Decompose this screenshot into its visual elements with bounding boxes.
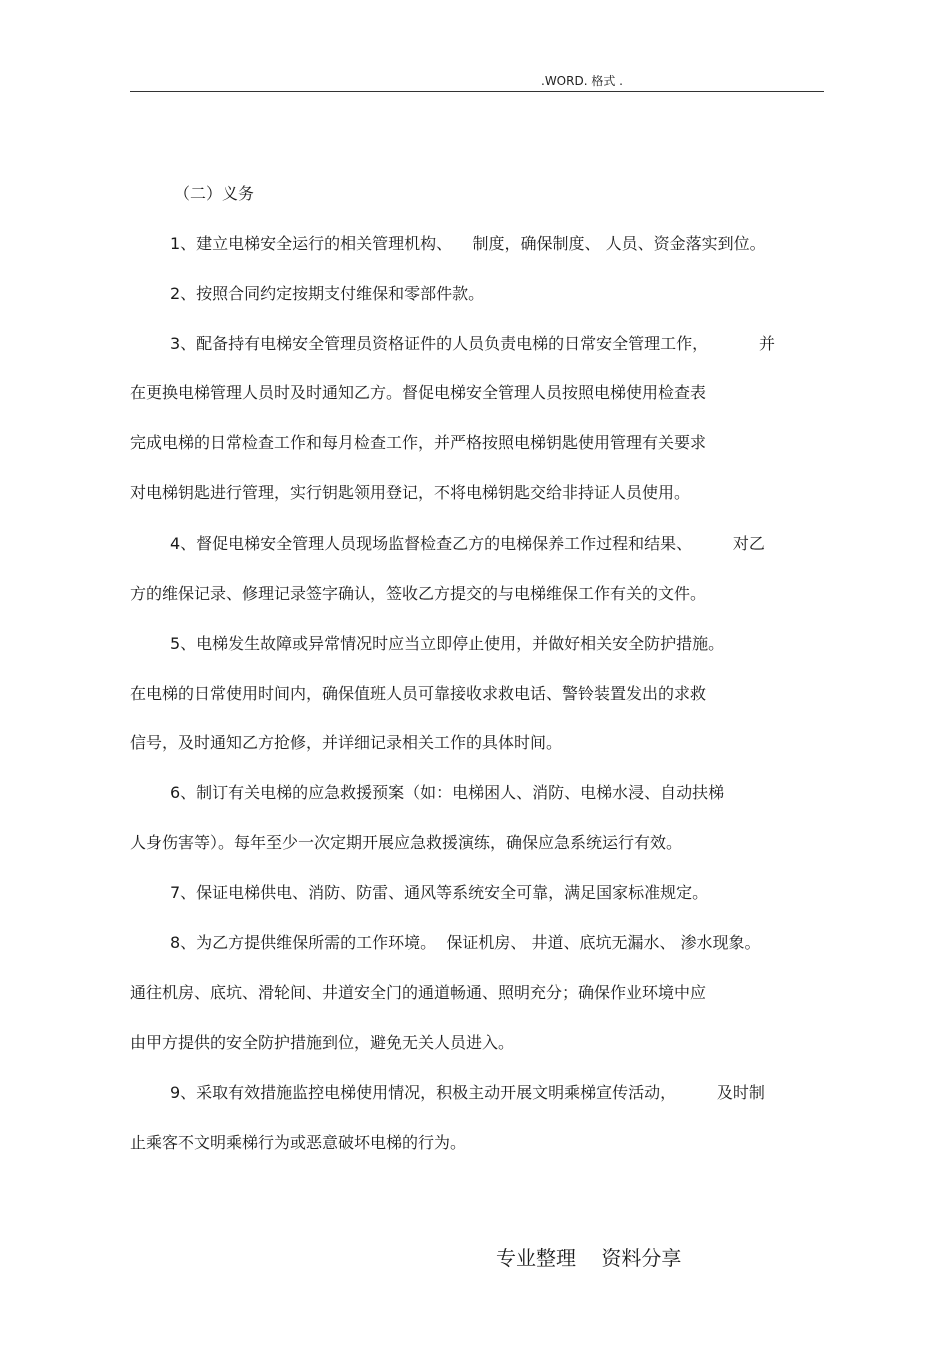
paragraph-line: 信号，及时通知乙方抢修，并详细记录相关工作的具体时间。: [130, 733, 563, 752]
paragraph-line: 9、采取有效措施监控电梯使用情况，积极主动开展文明乘梯宣传活动， 及时制: [170, 1083, 765, 1102]
paragraph-line: 3、配备持有电梯安全管理员资格证件的人员负责电梯的日常安全管理工作， 并: [170, 334, 776, 353]
paragraph-line: 8、为乙方提供维保所需的工作环境。 保证机房、 井道、底坑无漏水、 渗水现象。: [170, 933, 761, 952]
paragraph-line: 在电梯的日常使用时间内，确保值班人员可靠接收求救电话、警铃装置发出的求救: [130, 684, 707, 703]
paragraph-line: 完成电梯的日常检查工作和每月检查工作，并严格按照电梯钥匙使用管理有关要求: [130, 433, 707, 452]
paragraph-line: 通往机房、底坑、滑轮间、井道安全门的通道畅通、照明充分；确保作业环境中应: [130, 983, 707, 1002]
page-header-label: .WORD. 格式 .: [541, 74, 623, 88]
paragraph-line: 6、制订有关电梯的应急救援预案（如：电梯困人、消防、电梯水浸、自动扶梯: [170, 783, 725, 802]
paragraph-line: 2、按照合同约定按期支付维保和零部件款。: [170, 284, 485, 303]
paragraph-line: 止乘客不文明乘梯行为或恶意破坏电梯的行为。: [130, 1133, 467, 1152]
page-footer-label: 专业整理 资料分享: [496, 1246, 682, 1270]
paragraph-line: 4、督促电梯安全管理人员现场监督检查乙方的电梯保养工作过程和结果、 对乙: [170, 534, 765, 553]
section-title: （二）义务: [174, 184, 255, 203]
paragraph-line: 5、电梯发生故障或异常情况时应当立即停止使用，并做好相关安全防护措施。: [170, 634, 725, 653]
paragraph-line: 方的维保记录、修理记录签字确认，签收乙方提交的与电梯维保工作有关的文件。: [130, 584, 707, 603]
paragraph-line: 由甲方提供的安全防护措施到位，避免无关人员进入。: [130, 1033, 515, 1052]
paragraph-line: 在更换电梯管理人员时及时通知乙方。督促电梯安全管理人员按照电梯使用检查表: [130, 383, 707, 402]
header-divider: [130, 91, 824, 92]
paragraph-line: 1、建立电梯安全运行的相关管理机构、 制度，确保制度、 人员、资金落实到位。: [170, 234, 766, 253]
paragraph-line: 7、保证电梯供电、消防、防雷、通风等系统安全可靠，满足国家标准规定。: [170, 883, 709, 902]
paragraph-line: 对电梯钥匙进行管理，实行钥匙领用登记，不将电梯钥匙交给非持证人员使用。: [130, 483, 691, 502]
paragraph-line: 人身伤害等）。每年至少一次定期开展应急救援演练，确保应急系统运行有效。: [130, 833, 683, 852]
